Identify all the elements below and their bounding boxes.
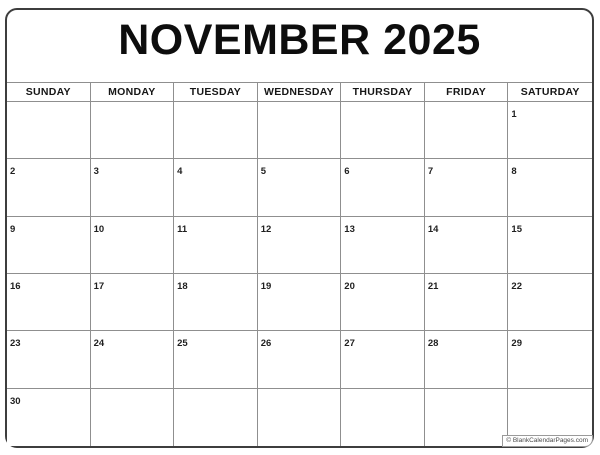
day-cell-1: [508, 102, 592, 159]
day-cell-23: [7, 331, 91, 388]
day-cell-5: [258, 159, 342, 216]
date-number: 5: [260, 166, 266, 178]
day-cell-15: [508, 217, 592, 274]
date-number: 3: [93, 166, 99, 178]
day-cell-18: [174, 274, 258, 331]
date-number: 21: [427, 280, 439, 292]
date-number: 23: [10, 338, 21, 350]
date-number: 27: [344, 338, 355, 350]
date-number: 17: [93, 280, 105, 292]
day-cell-4: [174, 159, 258, 216]
day-cell-16: [7, 274, 91, 331]
day-cell-empty: [91, 389, 175, 446]
day-cell-empty: [91, 102, 175, 159]
date-number: 6: [344, 166, 350, 178]
day-cell-empty: [425, 102, 509, 159]
day-cell-29: [508, 331, 592, 388]
date-number: 16: [10, 280, 21, 292]
date-number: 25: [177, 338, 188, 350]
date-number: 9: [10, 223, 16, 235]
calendar-grid: [7, 82, 592, 446]
weekday-header-monday: MONDAY: [91, 82, 175, 102]
day-cell-17: [91, 274, 175, 331]
day-cell-empty: [7, 102, 91, 159]
day-cell-22: [508, 274, 592, 331]
day-cell-2: [7, 159, 91, 216]
date-number: 10: [93, 223, 105, 235]
footer-credit: © BlankCalendarPages.com: [502, 435, 593, 448]
day-cell-11: [174, 217, 258, 274]
date-number: 22: [511, 280, 522, 292]
date-number: 28: [427, 338, 439, 350]
day-cell-12: [258, 217, 342, 274]
weekday-header-thursday: THURSDAY: [341, 82, 425, 102]
day-cell-27: [341, 331, 425, 388]
day-cell-10: [91, 217, 175, 274]
weekday-header-wednesday: WEDNESDAY: [258, 82, 342, 102]
day-cell-empty: [341, 389, 425, 446]
calendar-title: NOVEMBER 2025: [118, 16, 481, 64]
day-cell-28: [425, 331, 509, 388]
day-cell-8: [508, 159, 592, 216]
day-cell-empty: [341, 102, 425, 159]
day-cell-30: [7, 389, 91, 446]
date-number: 24: [93, 338, 105, 350]
date-number: 13: [344, 223, 355, 235]
day-cell-20: [341, 274, 425, 331]
day-cell-9: [7, 217, 91, 274]
date-number: 15: [511, 223, 522, 235]
day-cell-21: [425, 274, 509, 331]
day-cell-25: [174, 331, 258, 388]
date-number: 29: [511, 338, 522, 350]
date-number: 19: [260, 280, 272, 292]
date-number: 26: [260, 338, 272, 350]
date-number: 4: [177, 166, 183, 178]
calendar-page: [5, 8, 594, 448]
day-cell-26: [258, 331, 342, 388]
date-number: 30: [10, 395, 21, 407]
day-cell-19: [258, 274, 342, 331]
day-cell-24: [91, 331, 175, 388]
date-number: 2: [10, 166, 16, 178]
day-cell-empty: [174, 389, 258, 446]
date-number: 1: [511, 109, 517, 120]
day-cell-empty: [174, 102, 258, 159]
weekday-header-saturday: SATURDAY: [508, 82, 592, 102]
weekday-header-sunday: SUNDAY: [7, 82, 91, 102]
date-number: 11: [177, 223, 188, 235]
day-cell-empty: [258, 102, 342, 159]
day-cell-empty: [258, 389, 342, 446]
date-number: 14: [427, 223, 439, 235]
date-number: 20: [344, 280, 355, 292]
day-cell-empty: [425, 389, 509, 446]
day-cell-7: [425, 159, 509, 216]
day-cell-6: [341, 159, 425, 216]
day-cell-13: [341, 217, 425, 274]
date-number: 18: [177, 280, 188, 292]
weekday-header-tuesday: TUESDAY: [174, 82, 258, 102]
date-number: 12: [260, 223, 272, 235]
date-number: 8: [511, 166, 517, 178]
weekday-header-friday: FRIDAY: [425, 82, 509, 102]
day-cell-3: [91, 159, 175, 216]
day-cell-14: [425, 217, 509, 274]
date-number: 7: [427, 166, 434, 178]
